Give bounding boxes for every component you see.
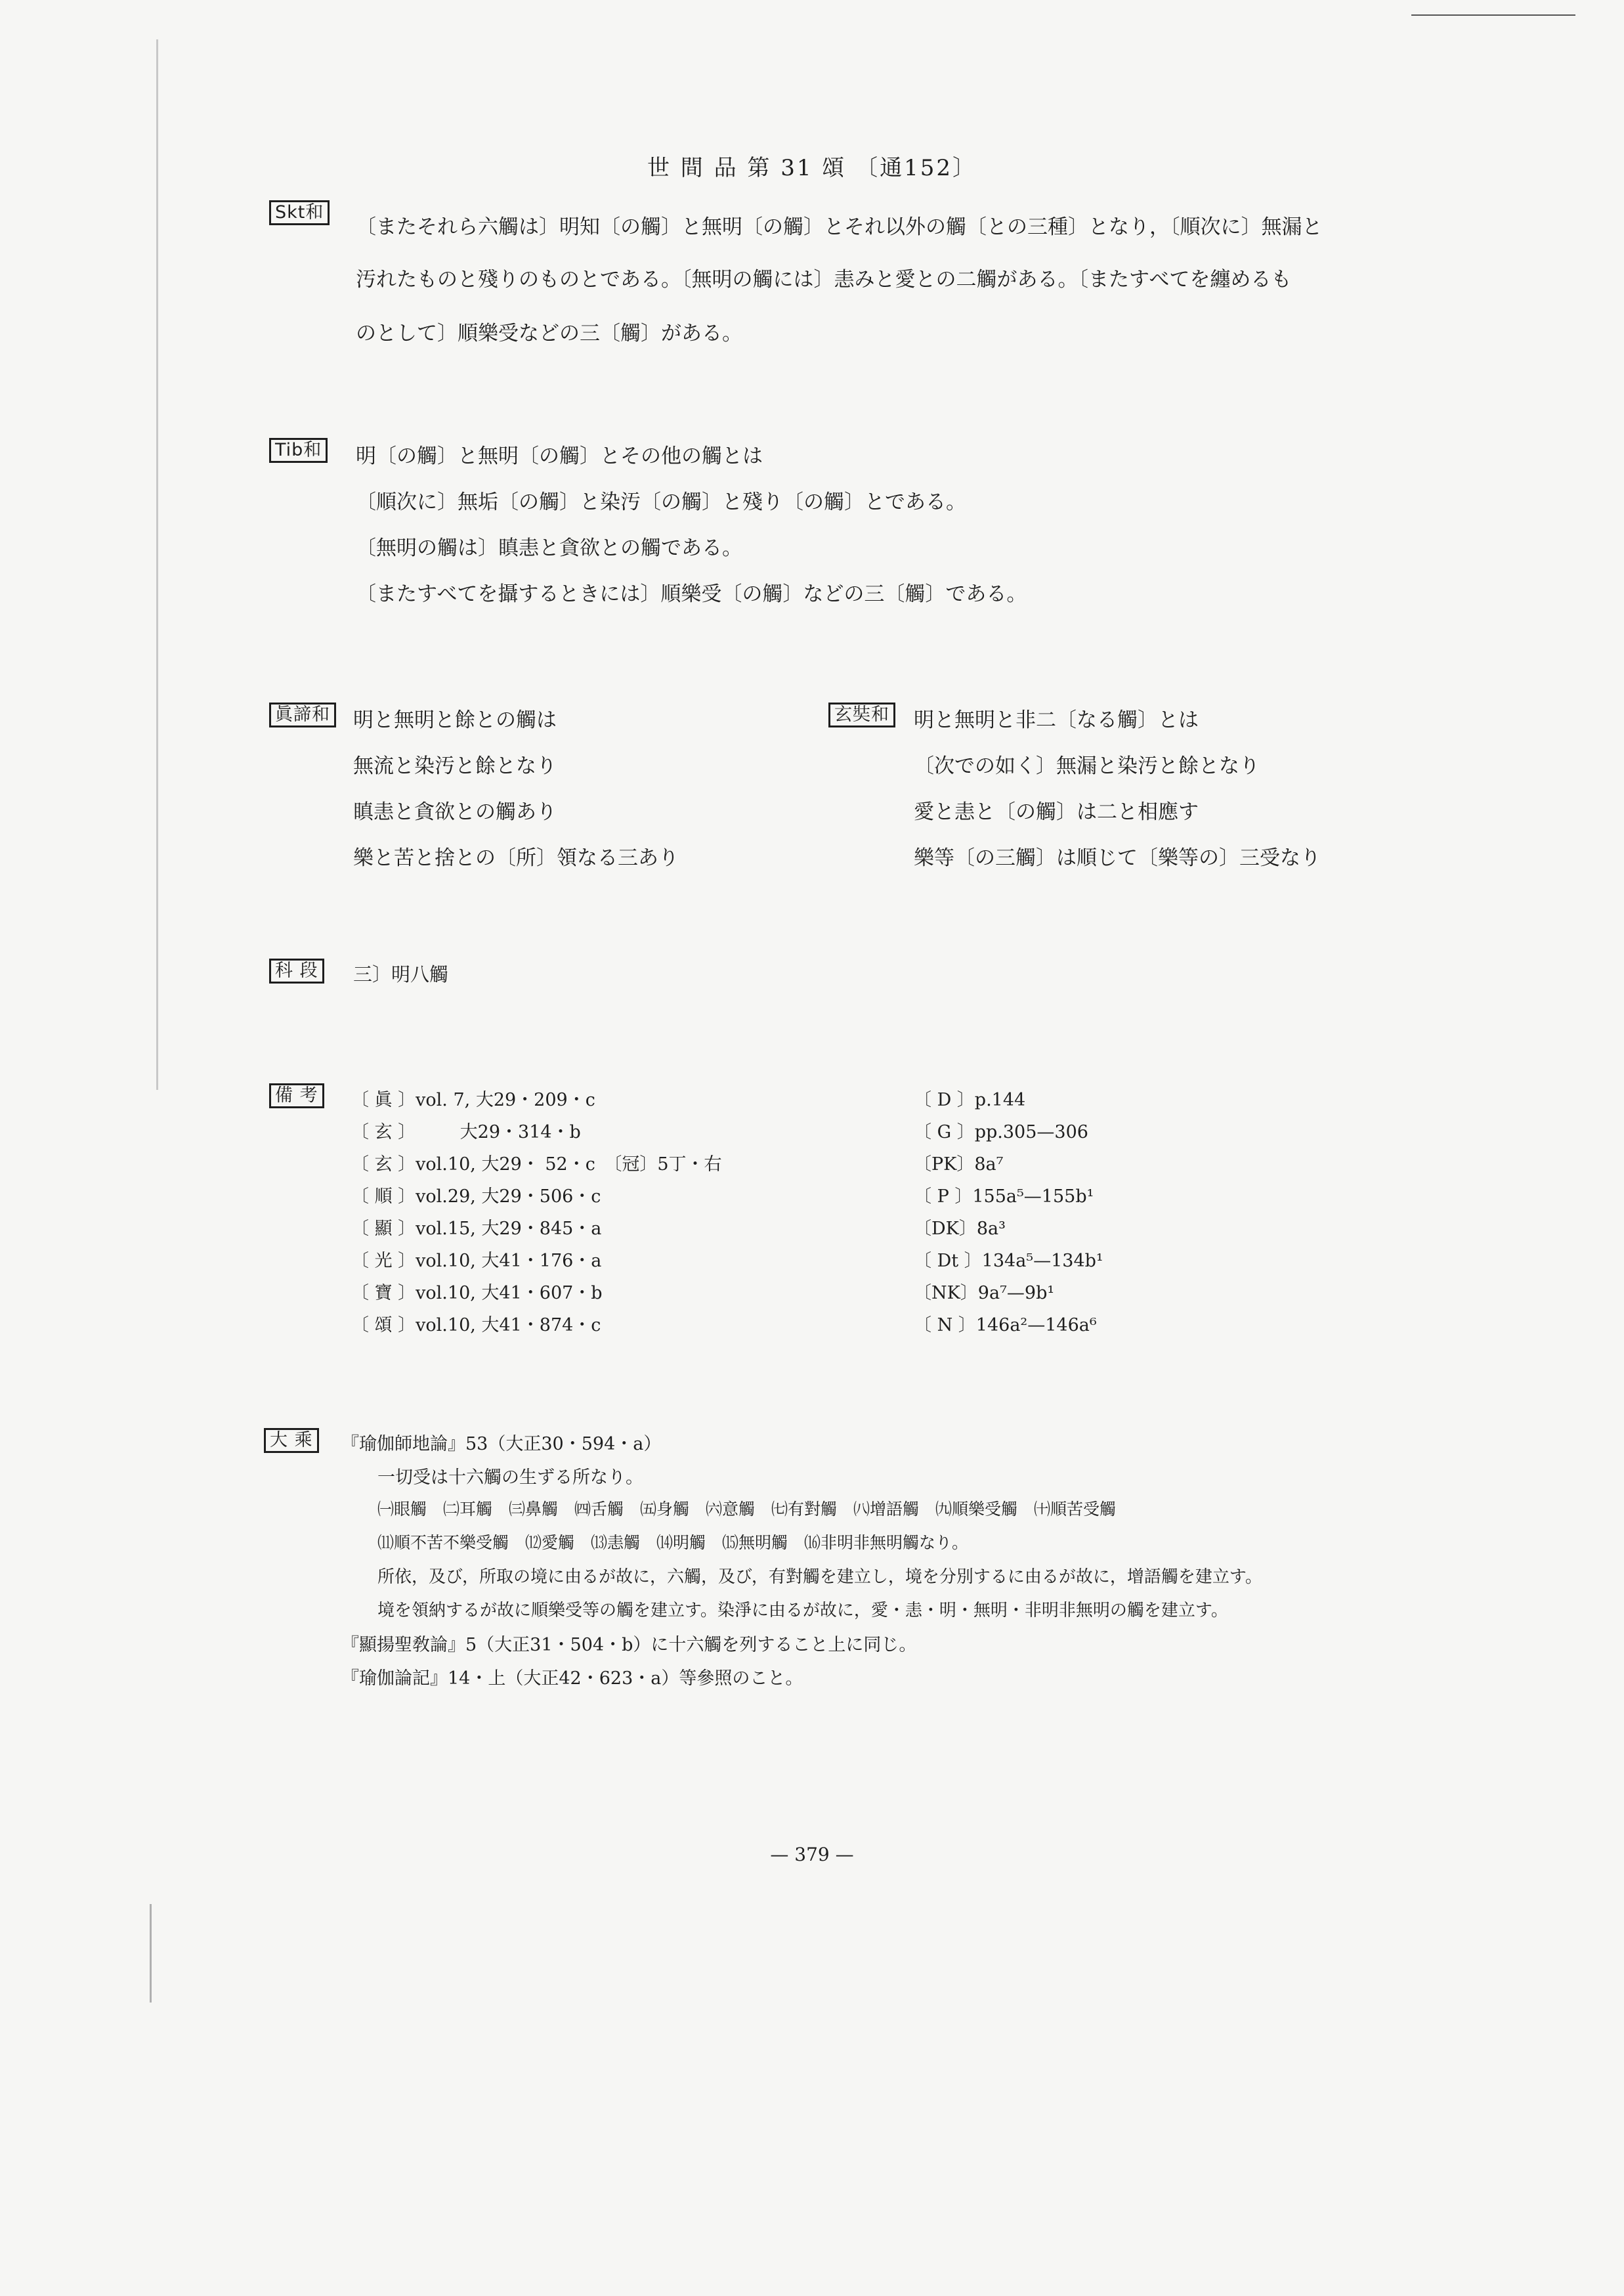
daijo-line: 一切受は十六觸の生ずる所なり。 <box>377 1467 643 1488</box>
paramartha-tag: 眞諦和 <box>269 703 336 727</box>
biko-left-ref: 〔 寶 〕vol.10, 大41・607・b <box>351 1283 603 1303</box>
biko-left-ref: 〔 顯 〕vol.15, 大29・845・a <box>351 1219 602 1239</box>
kadan-text: 三〕明八觸 <box>353 963 449 986</box>
tib-line: 明〔の觸〕と無明〔の觸〕とその他の觸とは <box>356 444 763 468</box>
biko-left-ref: 〔 玄 〕vol.10, 大29・ 52・c 〔冠〕5丁・右 <box>351 1154 722 1175</box>
scan-edge-mark <box>156 39 158 1090</box>
page-number: — 379 — <box>770 1844 854 1865</box>
paramartha-line: 瞋恚と貪欲との觸あり <box>353 800 557 824</box>
paramartha-line: 明と無明と餘との觸は <box>353 708 557 732</box>
tib-line: 〔無明の觸は〕瞋恚と貪欲との觸である。 <box>356 536 742 560</box>
daijo-line: ⑾順不苦不樂受觸 ⑿愛觸 ⒀恚觸 ⒁明觸 ⒂無明觸 ⒃非明非無明觸なり。 <box>377 1533 969 1552</box>
kadan-tag: 科 段 <box>269 959 324 984</box>
tib-line: 〔またすべてを攝するときには〕順樂受〔の觸〕などの三〔觸〕である。 <box>356 582 1027 606</box>
daijo-line: 所依，及び，所取の境に由るが故に，六觸，及び，有對觸を建立し，境を分別するに由るが故に，增語觸を建立す。 <box>377 1567 1262 1587</box>
biko-tag: 備 考 <box>269 1083 324 1108</box>
xuanzang-line: 明と無明と非二〔なる觸〕とは <box>914 708 1199 732</box>
biko-right-ref: 〔DK〕8a³ <box>914 1219 1006 1239</box>
biko-left-ref: 〔 眞 〕vol. 7, 大29・209・c <box>351 1090 595 1110</box>
skt-line: 汚れたものと殘りのものとである。〔無明の觸には〕恚みと愛との二觸がある。〔またすべてを纏めるも <box>356 268 1292 292</box>
biko-right-ref: 〔 P 〕155a⁵—155b¹ <box>914 1186 1094 1207</box>
tib-tag: Tib和 <box>269 438 328 463</box>
xuanzang-line: 〔次での如く〕無漏と染汚と餘となり <box>914 754 1260 778</box>
biko-left-ref: 〔 順 〕vol.29, 大29・506・c <box>351 1186 601 1207</box>
biko-right-ref: 〔 D 〕p.144 <box>914 1090 1026 1110</box>
biko-right-ref: 〔 G 〕pp.305—306 <box>914 1122 1088 1142</box>
biko-left-ref: 〔 光 〕vol.10, 大41・176・a <box>351 1251 602 1271</box>
scan-edge-mark <box>150 1904 152 2003</box>
xuanzang-line: 愛と恚と〔の觸〕は二と相應す <box>914 800 1199 824</box>
page-title: 世 間 品 第 31 頌 〔通152〕 <box>647 155 977 181</box>
tib-line: 〔順次に〕無垢〔の觸〕と染汚〔の觸〕と殘り〔の觸〕とである。 <box>356 490 966 514</box>
biko-right-ref: 〔 Dt 〕134a⁵—134b¹ <box>914 1251 1103 1271</box>
top-right-rule <box>1411 14 1575 16</box>
skt-tag: Skt和 <box>269 200 330 225</box>
xuanzang-tag: 玄奘和 <box>828 703 895 727</box>
daijo-line: 境を領納するが故に順樂受等の觸を建立す。染淨に由るが故に，愛・恚・明・無明・非明非無明の觸を建立す。 <box>377 1601 1228 1620</box>
daijo-line: 『瑜伽師地論』53（大正30・594・a） <box>341 1434 662 1454</box>
biko-right-ref: 〔NK〕9a⁷—9b¹ <box>914 1283 1055 1303</box>
biko-right-ref: 〔 N 〕146a²—146a⁶ <box>914 1315 1097 1335</box>
daijo-line: ㈠眼觸 ㈡耳觸 ㈢鼻觸 ㈣舌觸 ㈤身觸 ㈥意觸 ㈦有對觸 ㈧增語觸 ㈨順樂受觸 ㈩順苦受觸 <box>377 1500 1117 1519</box>
daijo-line: 『顯揚聖敎論』5（大正31・504・b）に十六觸を列すること上に同じ。 <box>341 1635 917 1655</box>
biko-left-ref: 〔 頌 〕vol.10, 大41・874・c <box>351 1315 601 1335</box>
paramartha-verse <box>353 697 679 881</box>
daijo-line: 『瑜伽論記』14・上（大正42・623・a）等參照のこと。 <box>341 1668 803 1689</box>
xuanzang-line: 樂等〔の三觸〕は順じて〔樂等の〕三受なり <box>914 846 1321 870</box>
paramartha-line: 無流と染汚と餘となり <box>353 754 557 778</box>
daijo-tag: 大 乘 <box>264 1428 319 1453</box>
skt-line: のとして〕順樂受などの三〔觸〕がある。 <box>356 322 742 345</box>
tib-verse <box>356 433 1027 617</box>
skt-line: 〔またそれら六觸は〕明知〔の觸〕と無明〔の觸〕とそれ以外の觸〔との三種〕となり，〔順次に〕無漏と <box>356 215 1323 239</box>
biko-left-ref: 〔 玄 〕 大29・314・b <box>351 1122 581 1142</box>
biko-right-ref: 〔PK〕8a⁷ <box>914 1154 1004 1175</box>
xuanzang-verse <box>914 697 1321 881</box>
paramartha-line: 樂と苦と捨との〔所〕領なる三あり <box>353 846 679 870</box>
